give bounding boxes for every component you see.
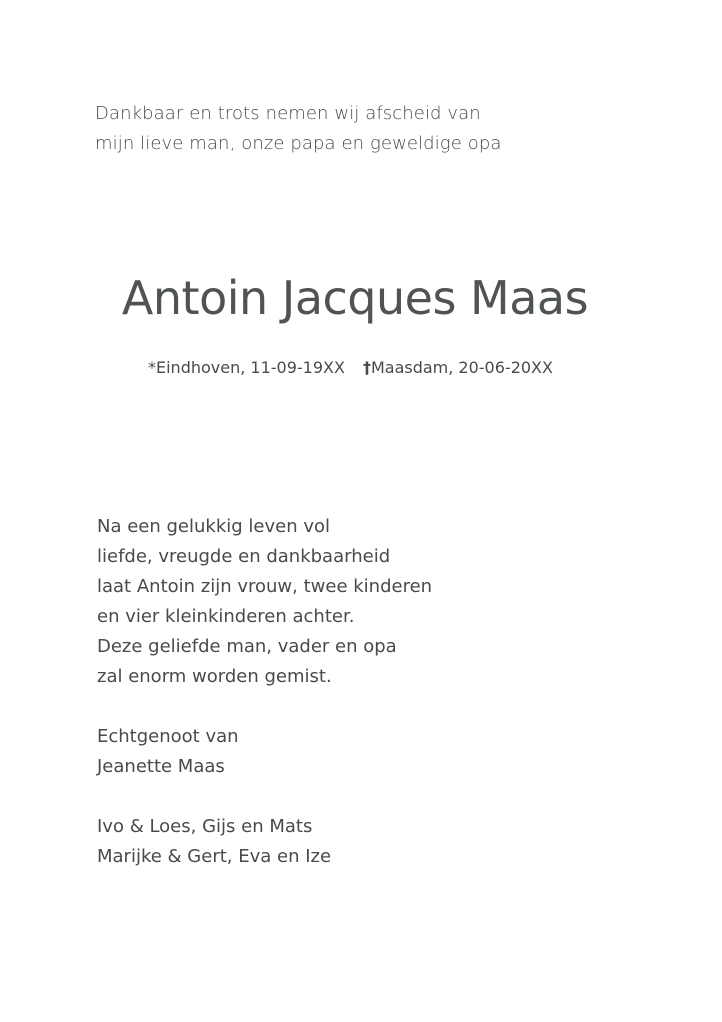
message-line: liefde, vreugde en dankbaarheid: [97, 546, 391, 567]
message-line: Na een gelukkig leven vol: [97, 516, 330, 537]
spouse-name: Jeanette Maas: [97, 756, 225, 777]
birth-info: *Eindhoven, 11-09-19XX: [148, 358, 345, 377]
deceased-name: Antoin Jacques Maas: [121, 271, 589, 325]
intro-text: [95, 99, 501, 159]
death-info: Maasdam, 20-06-20XX: [370, 358, 553, 377]
cross-icon: †: [362, 358, 371, 377]
family-line: Marijke & Gert, Eva en Ize: [97, 846, 332, 867]
dates-line: [148, 356, 553, 380]
intro-line: Dankbaar en trots nemen wij afscheid van: [95, 103, 481, 124]
family-line: Ivo & Loes, Gijs en Mats: [97, 816, 313, 837]
message-line: en vier kleinkinderen achter.: [97, 606, 355, 627]
intro-line: mijn lieve man, onze papa en geweldige opa: [95, 133, 502, 154]
spouse-label: Echtgenoot van: [97, 726, 239, 747]
message-line: Deze geliefde man, vader en opa: [97, 636, 397, 657]
message-line: zal enorm worden gemist.: [97, 666, 332, 687]
message-line: laat Antoin zijn vrouw, twee kinderen: [97, 576, 433, 597]
message-block: [97, 512, 432, 872]
